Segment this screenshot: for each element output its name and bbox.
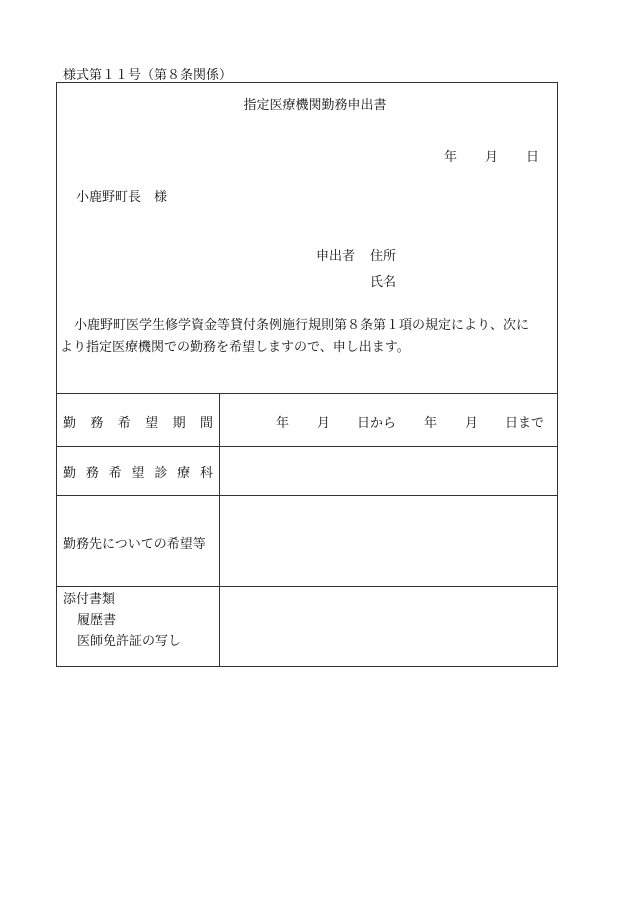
- period-start-month[interactable]: 月: [317, 416, 331, 431]
- period-end-day[interactable]: 日まで: [505, 416, 545, 431]
- period-start-year[interactable]: 年: [276, 416, 290, 431]
- addressee: 小鹿野町長 様: [76, 190, 168, 205]
- period-end-month[interactable]: 月: [465, 416, 479, 431]
- date-day-field[interactable]: 日: [526, 150, 540, 165]
- department-label: 勤 務 希 望 診 療 科: [63, 466, 213, 481]
- date-month-field[interactable]: 月: [485, 150, 499, 165]
- name-field[interactable]: 氏名: [370, 275, 397, 290]
- work-period-label: 勤 務 希 望 期 間: [63, 416, 213, 431]
- workplace-preferences-label: 勤務先についての希望等: [63, 537, 206, 552]
- workplace-preferences-field[interactable]: [220, 496, 557, 585]
- attachment-item: 医師免許証の写し: [77, 634, 182, 649]
- period-end-year[interactable]: 年: [424, 416, 438, 431]
- attachments-field[interactable]: [220, 587, 557, 666]
- divider: [56, 393, 558, 394]
- body-line: より指定医療機関での勤務を希望しますので、申し出ます。: [60, 340, 410, 355]
- form-number: 様式第１１号（第８条関係）: [63, 68, 233, 83]
- applicant-label: 申出者: [316, 249, 356, 264]
- attachment-item: 履歴書: [77, 613, 117, 628]
- period-start-day[interactable]: 日から: [357, 416, 397, 431]
- address-field[interactable]: 住所: [370, 249, 397, 264]
- body-text: [60, 315, 556, 359]
- attachments-label: 添付書類: [63, 592, 116, 607]
- date-year-field[interactable]: 年: [444, 150, 458, 165]
- body-line: 小鹿野町医学生修学資金等貸付条例施行規則第８条第１項の規定により、次に: [74, 318, 530, 333]
- department-field[interactable]: [220, 447, 557, 494]
- document-title: 指定医療機関勤務申出書: [243, 98, 387, 113]
